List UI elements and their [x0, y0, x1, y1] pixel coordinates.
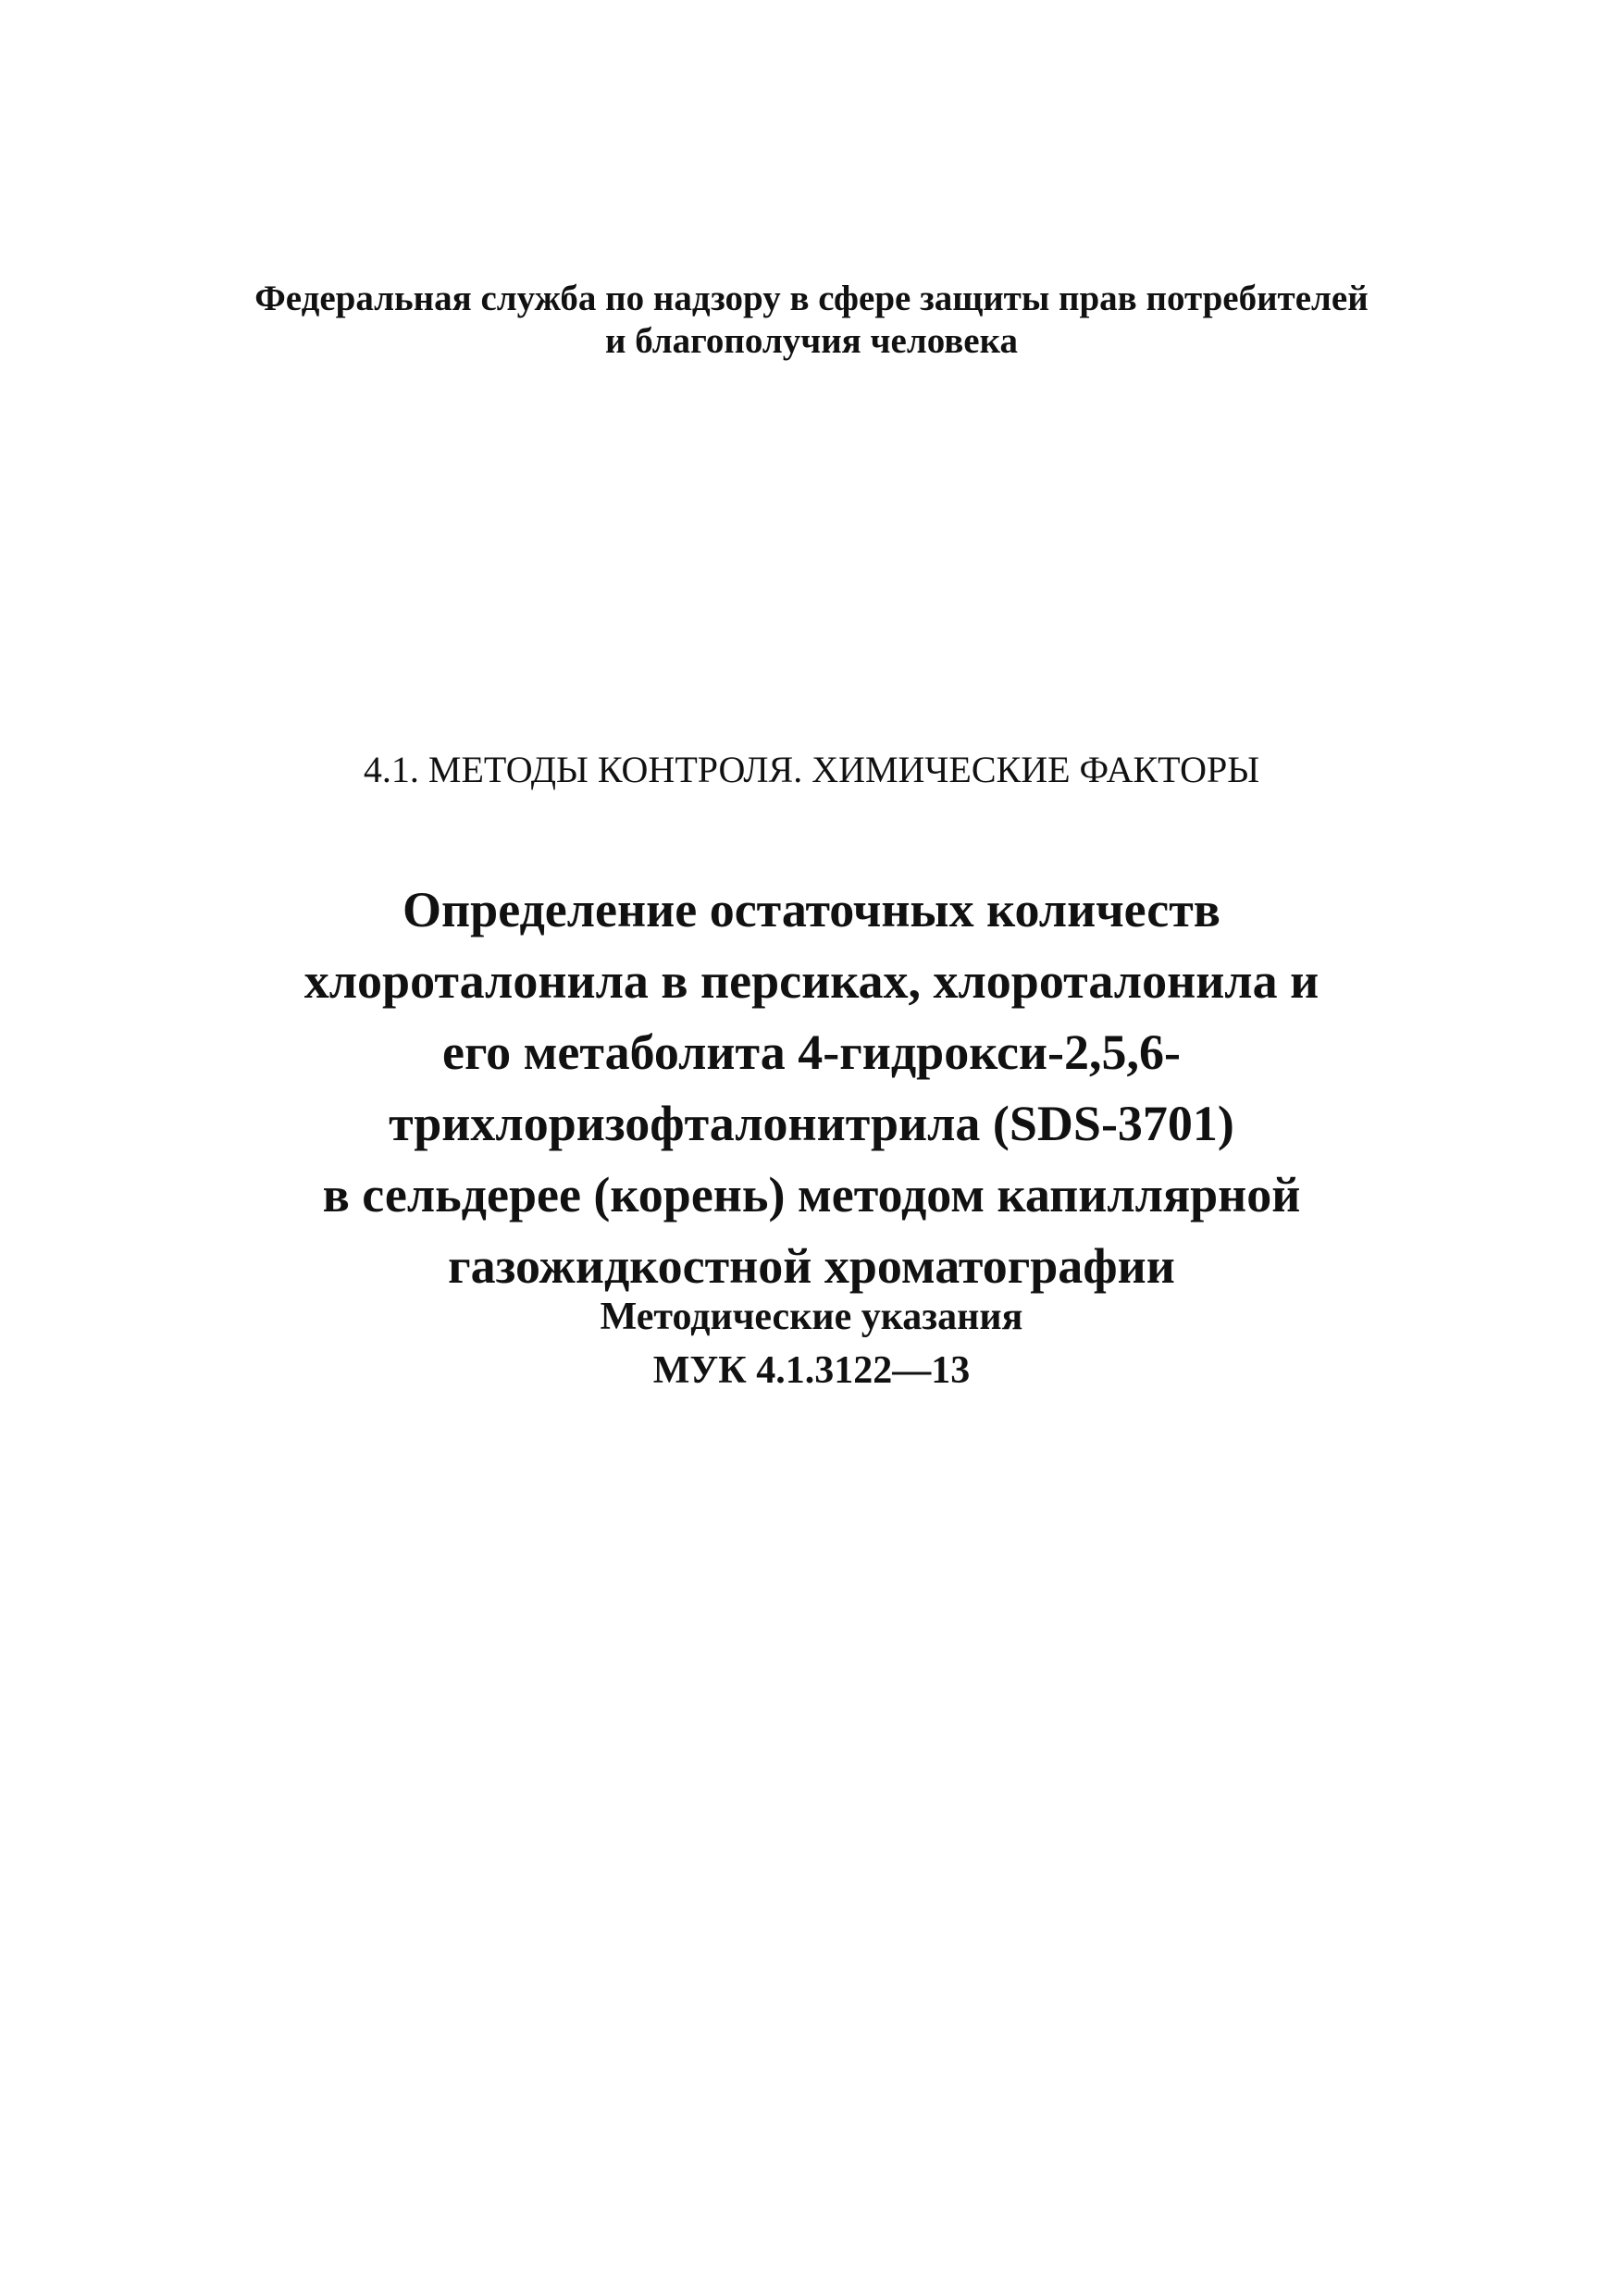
document-title-line: хлороталонила в персиках, хлороталонила и: [304, 953, 1319, 1009]
document-title-line: Определение остаточных количеств: [403, 882, 1220, 937]
agency-name-line-1: Федеральная служба по надзору в сфере защиты прав потребителей: [254, 279, 1369, 318]
document-title-line: трихлоризофталонитрила (SDS-3701): [389, 1096, 1234, 1151]
document-type: Методические указания: [600, 1296, 1023, 1338]
agency-name-line-2: и благополучия человека: [605, 321, 1018, 361]
document-title-line: в сельдерее (корень) методом капиллярной: [322, 1167, 1301, 1222]
document-title-line: газожидкостной хроматографии: [448, 1238, 1175, 1294]
section-heading: 4.1. МЕТОДЫ КОНТРОЛЯ. ХИМИЧЕСКИЕ ФАКТОРЫ: [363, 749, 1260, 790]
document-title-line: его метаболита 4-гидрокси-2,5,6-: [441, 1024, 1182, 1080]
document-number: МУК 4.1.3122—13: [652, 1349, 971, 1392]
